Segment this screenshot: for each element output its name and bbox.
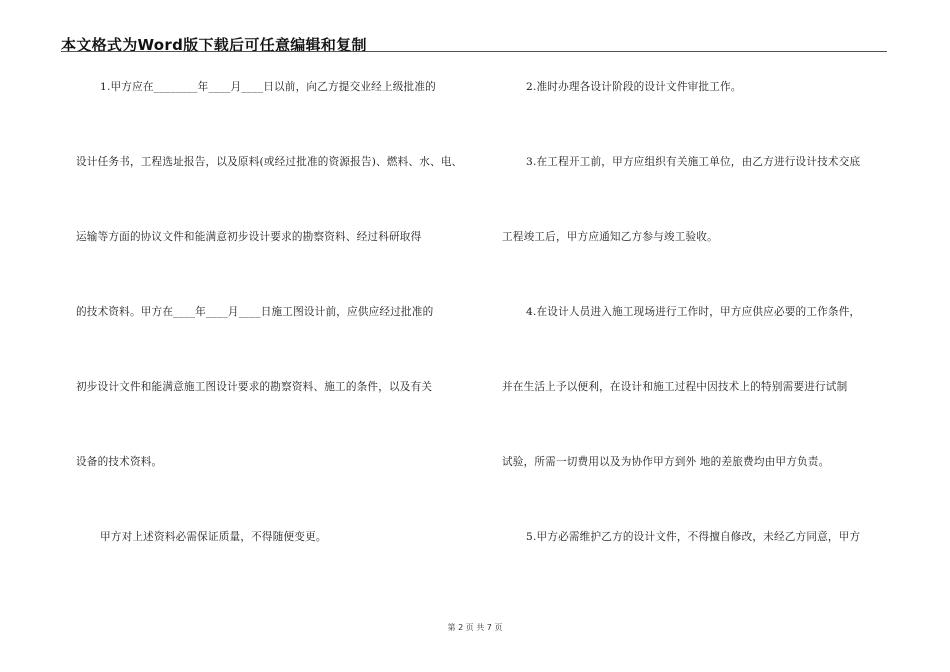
left-line-7: 甲方对上述资料必需保证质量，不得随便变更。	[100, 531, 327, 543]
header-divider	[61, 51, 887, 52]
left-line-6: 设备的技术资料。	[76, 456, 163, 468]
document-header-title: 本文格式为Word版下载后可任意编辑和复制	[61, 36, 367, 54]
left-line-1: 1.甲方应在________年____月____日以前，向乙方提交业经上级批准的	[100, 81, 436, 93]
right-line-3: 工程竣工后，甲方应通知乙方参与竣工验收。	[502, 231, 718, 243]
left-line-4: 的技术资料。甲方在____年____月____日施工图设计前，应供应经过批准的	[76, 306, 434, 318]
left-line-3: 运输等方面的协议文件和能满意初步设计要求的勘察资料、经过科研取得	[76, 231, 422, 243]
left-line-2: 设计任务书，工程选址报告，以及原料(或经过批准的资源报告)、燃料、水、电、	[76, 156, 463, 168]
right-line-6: 试验，所需一切费用以及为协作甲方到外 地的差旅费均由甲方负责。	[502, 456, 830, 468]
right-line-2: 3.在工程开工前，甲方应组织有关施工单位，由乙方进行设计技术交底	[526, 156, 861, 168]
right-line-7: 5.甲方必需维护乙方的设计文件，不得擅自修改，未经乙方同意，甲方	[526, 531, 861, 543]
right-line-5: 并在生活上予以便利，在设计和施工过程中因技术上的特别需要进行试制	[502, 381, 848, 393]
left-line-5: 初步设计文件和能满意施工图设计要求的勘察资料、施工的条件，以及有关	[76, 381, 433, 393]
page-number-footer: 第 2 页 共 7 页	[447, 623, 503, 632]
right-line-4: 4.在设计人员进入施工现场进行工作时，甲方应供应必要的工作条件，	[526, 306, 861, 318]
right-line-1: 2.准时办理各设计阶段的设计文件审批工作。	[526, 81, 742, 93]
